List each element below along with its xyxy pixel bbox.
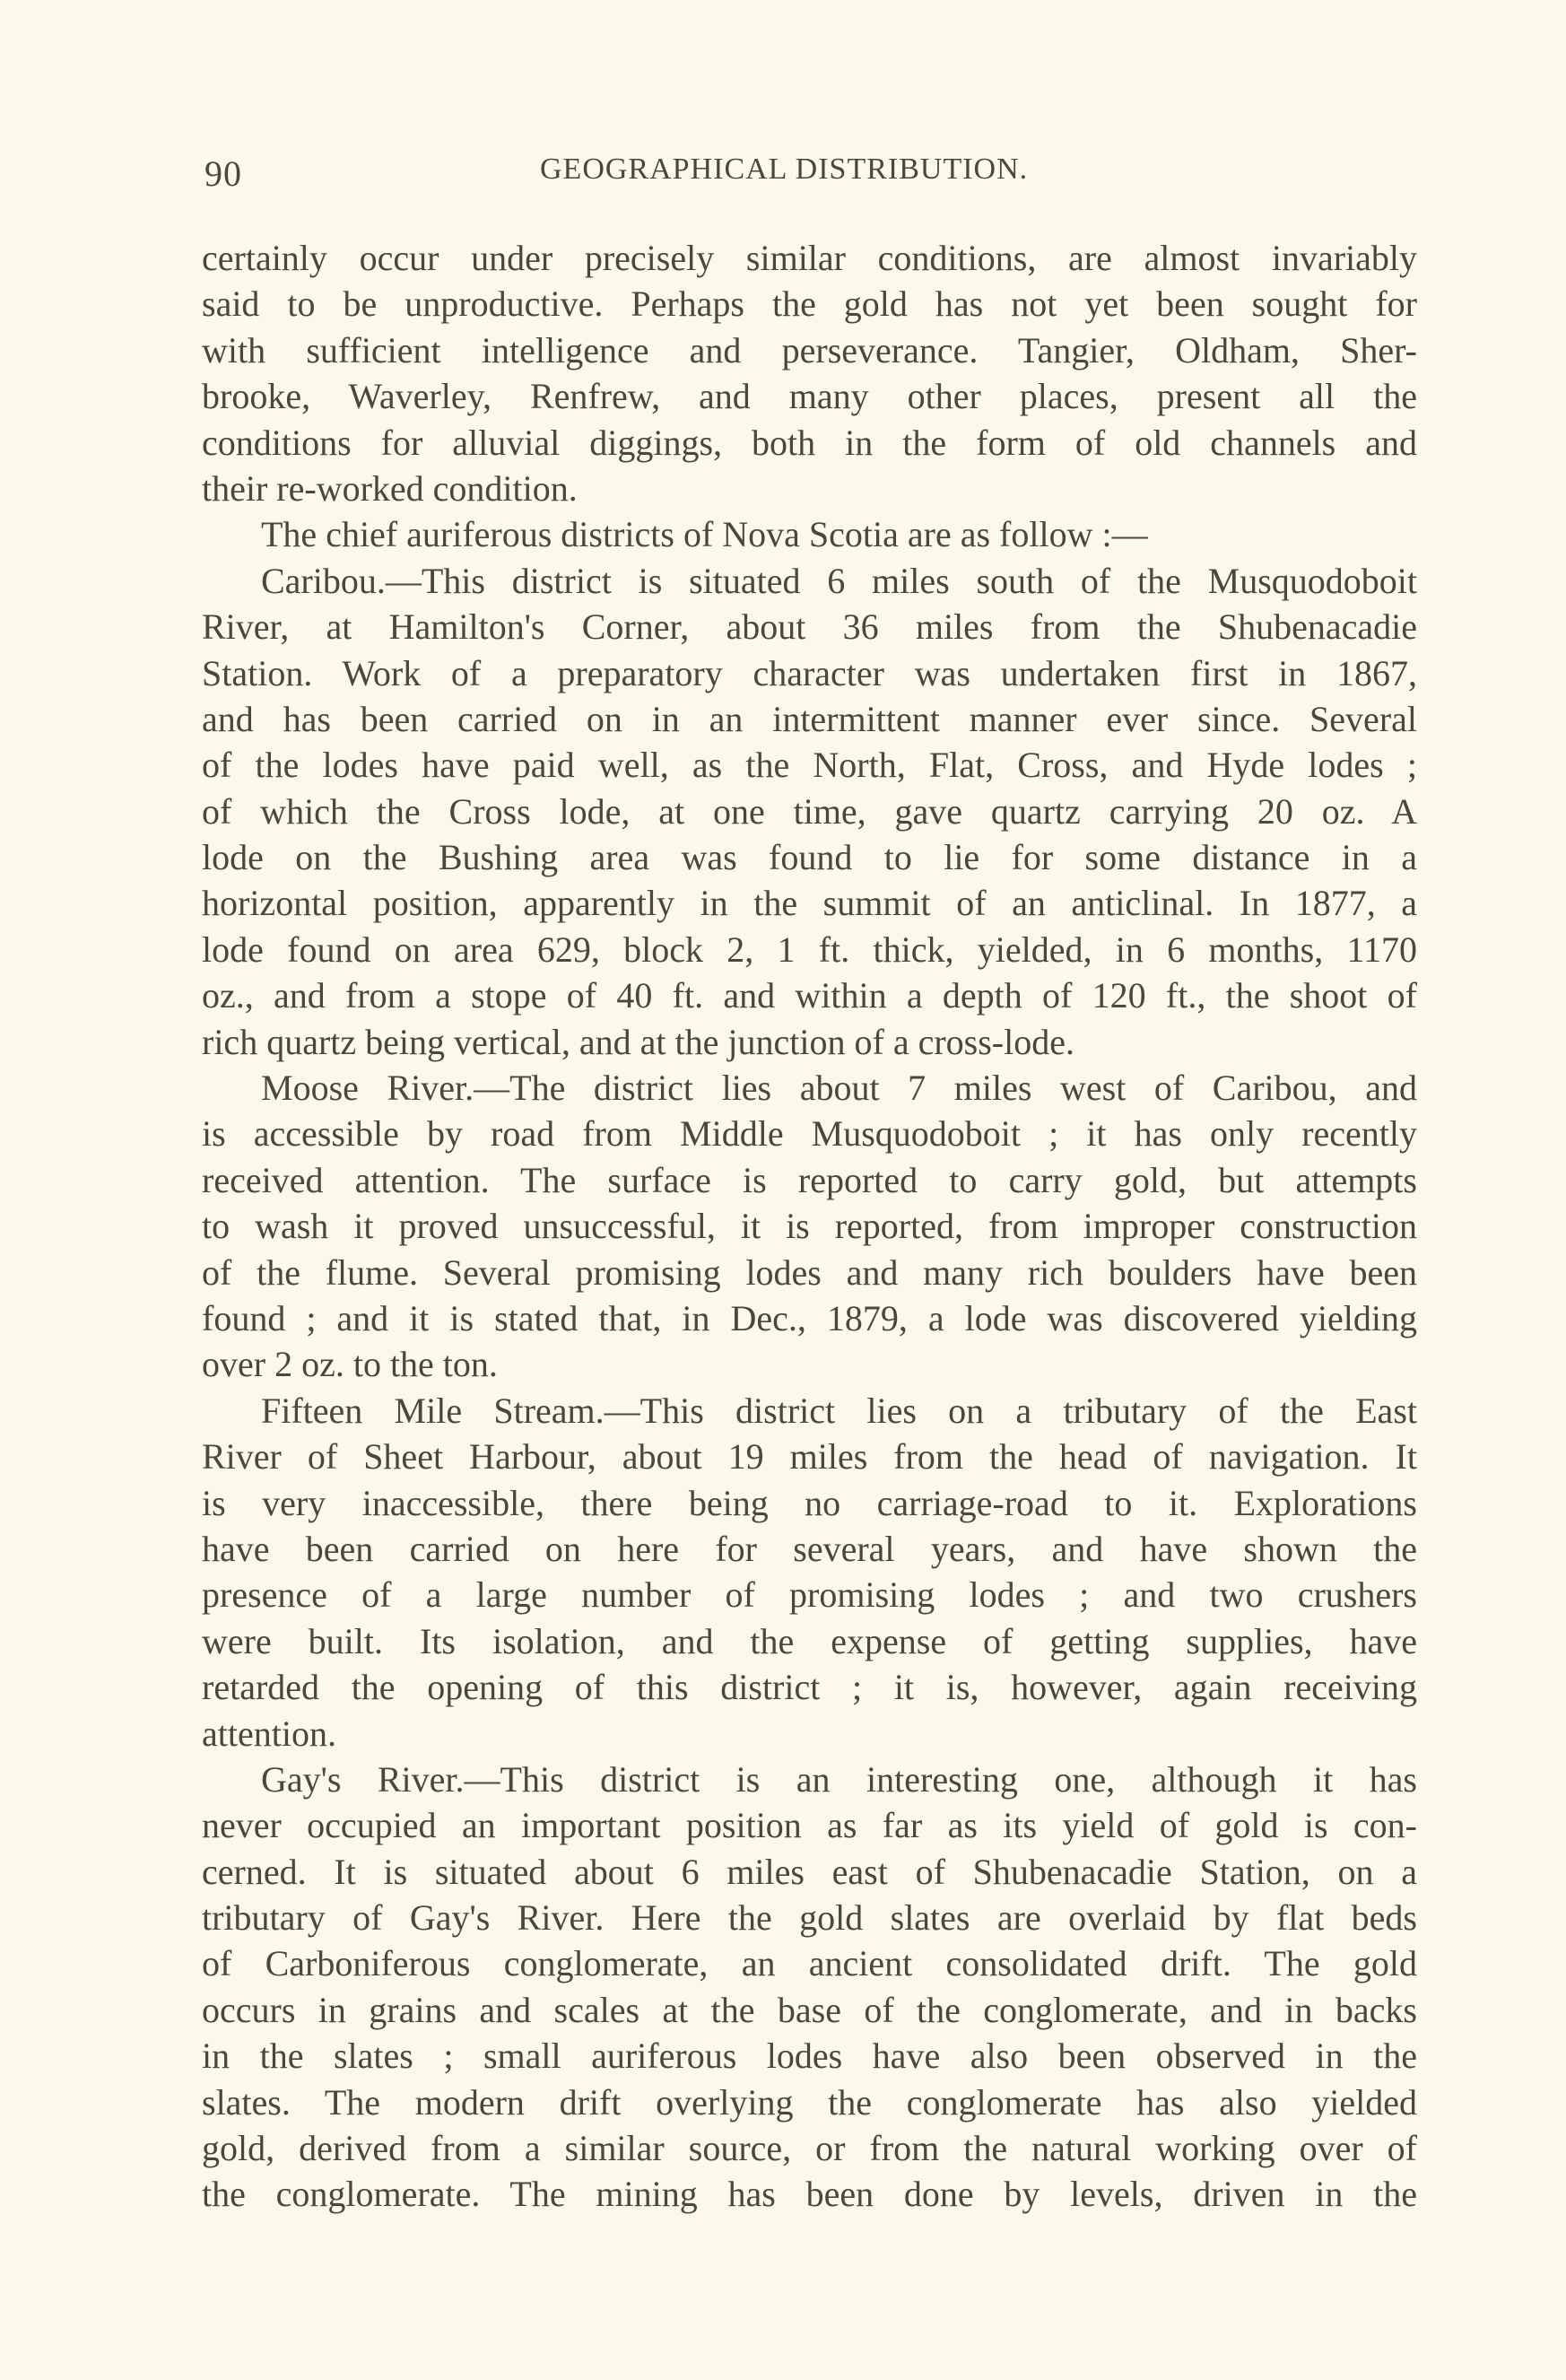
text-line: their re-worked condition. [202,467,578,509]
text-line: rich quartz being vertical, and at the junction of a cross-lode. [202,1021,1074,1062]
text-line: is accessible by road from Middle Musquodoboit ; it has only recently [202,1113,1417,1155]
text-line: oz., and from a stope of 40 ft. and within a depth of 120 ft., the shoot of [202,975,1417,1016]
text-line: said to be unproductive. Perhaps the gold has not yet been sought for [202,283,1417,325]
text-line: brooke, Waverley, Renfrew, and many other places, present all the [202,376,1417,417]
text-line: tributary of Gay's River. Here the gold slates are overlaid by flat beds [202,1897,1417,1939]
text-line: The chief auriferous districts of Nova Scotia are as follow :— [261,514,1148,555]
text-line: in the slates ; small auriferous lodes have also been observed in the [202,2036,1417,2077]
text-line: lode on the Bushing area was found to lie for some distance in a [202,837,1417,878]
text-line: certainly occur under precisely similar conditions, are almost invariably [202,238,1417,278]
text-line: attention. [202,1713,336,1754]
text-line: and has been carried on in an intermittent manner ever since. Several [202,698,1417,739]
text-line: is very inaccessible, there being no carriage-road to it. Explorations [202,1482,1417,1523]
text-line: Caribou.—This district is situated 6 miles south of the Musquodoboit [261,560,1417,601]
text-line: Station. Work of a preparatory character was undertaken first in 1867, [202,652,1417,693]
text-line: were built. Its isolation, and the expense of getting supplies, have [202,1620,1417,1661]
text-line: River of Sheet Harbour, about 19 miles from the head of navigation. It [202,1436,1417,1478]
text-line: have been carried on here for several years, and have shown the [202,1528,1417,1569]
text-line: River, at Hamilton's Corner, about 36 miles from the Shubenacadie [202,606,1417,648]
text-line: of the flume. Several promising lodes and many rich boulders have been [202,1251,1417,1293]
text-line: horizontal position, apparently in the summit of an anticlinal. In 1877, a [202,883,1417,924]
text-line: Moose River.—The district lies about 7 miles west of Caribou, and [261,1068,1417,1109]
body-text [202,235,1417,2218]
text-line: presence of a large number of promising lodes ; and two crushers [202,1574,1417,1616]
text-line: lode found on area 629, block 2, 1 ft. thick, yielded, in 6 months, 1170 [202,928,1417,970]
text-line: slates. The modern drift overlying the conglomerate has also yielded [202,2081,1417,2123]
text-line: never occupied an important position as far as its yield of gold is con- [202,1805,1417,1846]
text-line: found ; and it is stated that, in Dec., 1879, a lode was discovered yielding [202,1297,1417,1338]
page-number: 90 [204,153,242,194]
text-line: Gay's River.—This district is an interesting one, although it has [261,1758,1417,1800]
text-line: gold, derived from a similar source, or from the natural working over of [202,2128,1417,2169]
text-line: conditions for alluvial diggings, both in the form of old channels and [202,422,1417,463]
text-line: occurs in grains and scales at the base of the conglomerate, and in backs [202,1989,1417,2030]
text-line: over 2 oz. to the ton. [202,1344,498,1385]
text-line: cerned. It is situated about 6 miles east of Shubenacadie Station, on a [202,1851,1417,1892]
text-line: of which the Cross lode, at one time, gave quartz carrying 20 oz. A [202,790,1417,832]
text-line: of Carboniferous conglomerate, an ancient consolidated drift. The gold [202,1943,1417,1984]
text-line: with sufficient intelligence and perseverance. Tangier, Oldham, Sher- [202,329,1417,371]
text-line: the conglomerate. The mining has been done by levels, driven in the [202,2174,1417,2215]
text-line: retarded the opening of this district ; it is, however, again receiving [202,1667,1417,1708]
text-line: received attention. The surface is reported to carry gold, but attempts [202,1159,1417,1200]
text-line: of the lodes have paid well, as the North, Flat, Cross, and Hyde lodes ; [202,745,1417,786]
text-line: Fifteen Mile Stream.—This district lies on a tributary of the East [261,1390,1417,1431]
text-line: to wash it proved unsuccessful, it is reported, from improper construction [202,1206,1417,1247]
running-head: GEOGRAPHICAL DISTRIBUTION. [540,153,1029,186]
